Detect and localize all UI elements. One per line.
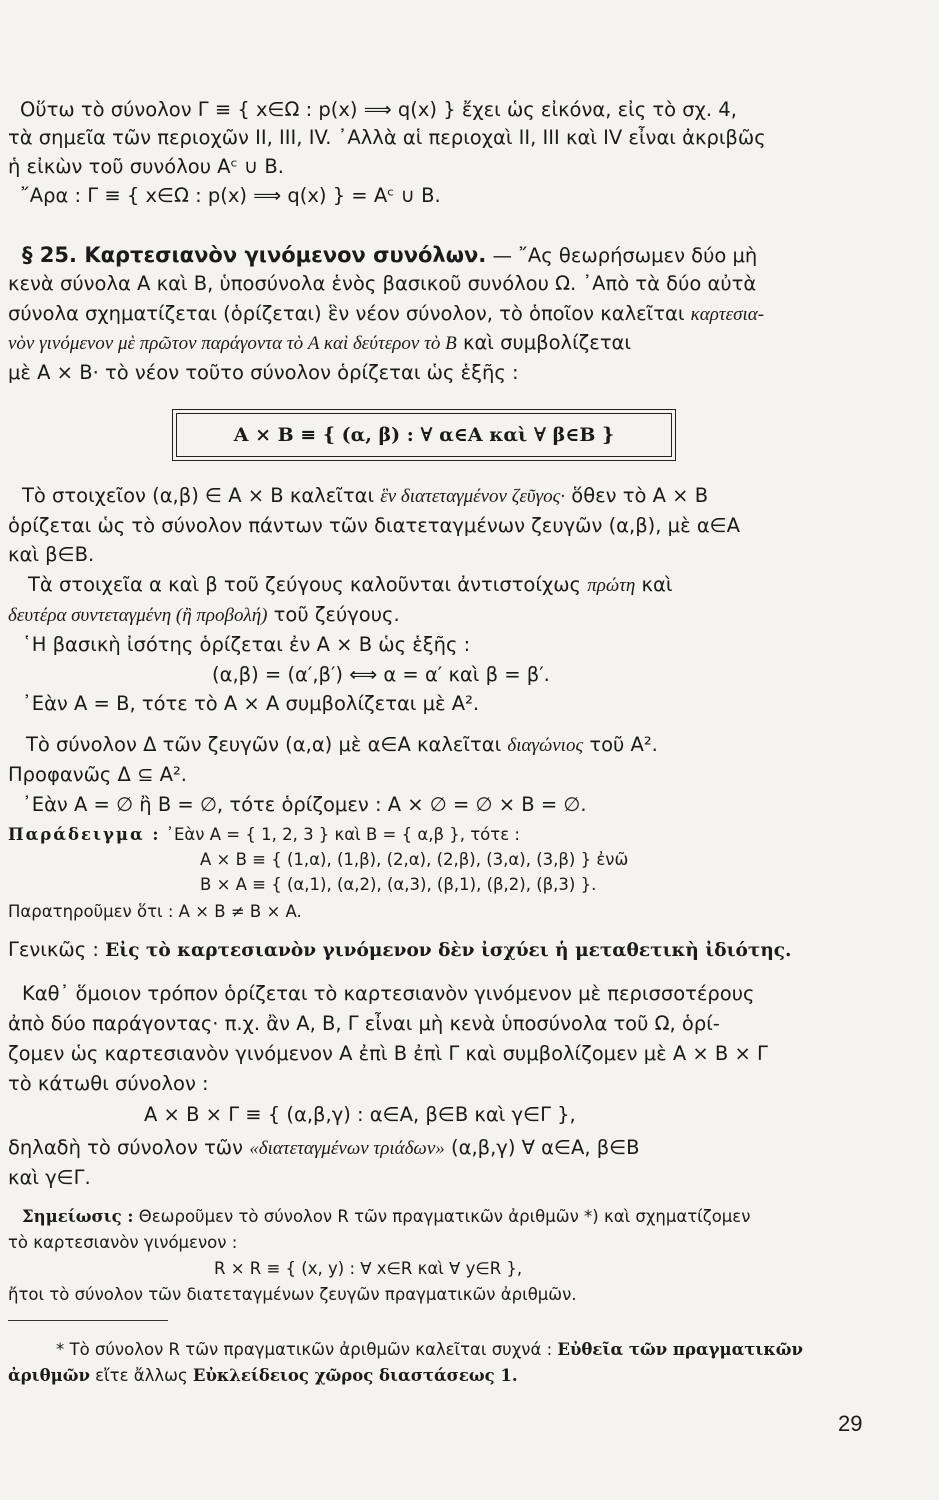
page-number: 29 (838, 1411, 863, 1436)
example-axb: A × B ≡ { (1,α), (1,β), (2,α), (2,β), (3,α), (3,β) } ἐνῶ (200, 850, 629, 869)
text-line-15: δευτέρα συντεταγμένη (ἢ προβολή) τοῦ ζεύγους. (8, 603, 400, 626)
text-line-8: νὸν γινόμενον μὲ πρῶτον παράγοντα τὸ A καὶ δεύτερον τὸ B καὶ συμβολίζεται (8, 331, 632, 354)
text-line-6: κενὰ σύνολα A καὶ B, ὑποσύνολα ἑνὸς βασικοῦ συνόλου Ω. ᾿Απὸ τὰ δύο αὐτὰ (8, 272, 757, 295)
note-line-1: Σημείωσις : Θεωροῦμεν τὸ σύνολον R τῶν πραγματικῶν ἀριθμῶν *) καὶ σχηματίζομεν (22, 1207, 751, 1226)
example-line: Παράδειγμα : ᾿Εὰν A = { 1, 2, 3 } καὶ B = { α,β }, τότε : (8, 825, 520, 844)
text-line-11: Τὸ στοιχεῖον (α,β) ∈ A × B καλεῖται ἓν διατεταγμένον ζεῦγος· ὅθεν τὸ A × B (22, 484, 709, 507)
text-line-32: δηλαδὴ τὸ σύνολον τῶν «διατεταγμένων τριάδων» (α,β,γ) ∀ α∈A, β∈B (8, 1136, 640, 1159)
text-line-20: Προφανῶς Δ ⊆ A². (8, 763, 187, 786)
text-line-18: ᾿Εὰν A = B, τότε τὸ A × A συμβολίζεται μὲ A². (22, 692, 480, 715)
example-label: Παράδειγμα : (8, 825, 161, 844)
footnote-divider (8, 1320, 168, 1321)
text-line-30: τὸ κάτωθι σύνολον : (8, 1072, 209, 1095)
non-commutative-statement: Εἰς τὸ καρτεσιανὸν γινόμενον δὲν ἰσχύει ἡ μεταθετικὴ ἰδιότης. (105, 940, 792, 961)
text-line-19: Τὸ σύνολον Δ τῶν ζευγῶν (α,α) μὲ α∈A καλεῖται διαγώνιος τοῦ A². (26, 733, 658, 756)
rxr-formula: R × R ≡ { (x, y) : ∀ x∈R καὶ ∀ y∈R }, (214, 1259, 523, 1278)
note-line-4: ἤτοι τὸ σύνολον τῶν διατεταγμένων ζευγῶν πραγματικῶν ἀριθμῶν. (8, 1285, 577, 1304)
text-line-16: ῾Η βασικὴ ἰσότης ὁρίζεται ἐν A × B ὡς ἑξῆς : (22, 633, 471, 656)
example-observation: Παρατηροῦμεν ὅτι : A × B ≠ B × A. (8, 902, 302, 921)
note-line-2: τὸ καρτεσιανὸν γινόμενον : (8, 1233, 238, 1252)
section-heading: § 25. Καρτεσιανὸν γινόμενον συνόλων. (22, 243, 487, 267)
text-line-14: Τὰ στοιχεῖα α καὶ β τοῦ ζεύγους καλοῦνται ἀντιστοίχως πρώτη καὶ (28, 573, 673, 596)
text-line-13: καὶ β∈B. (8, 543, 95, 566)
text-line-3: ἡ εἰκὼν τοῦ συνόλου Aᶜ ∪ B. (8, 155, 284, 178)
text-line-9: μὲ A × B· τὸ νέον τοῦτο σύνολον ὁρίζεται ὡς ἑξῆς : (8, 361, 519, 384)
cartesian-product-definition: A × B ≡ { (α, β) : ∀ α∈A καὶ ∀ β∈B } (233, 424, 615, 446)
note-label: Σημείωσις : (22, 1207, 134, 1226)
text-line-28: ἀπὸ δύο παράγοντας· π.χ. ἂν A, B, Γ εἶναι μὴ κενὰ ὑποσύνολα τοῦ Ω, ὁρί- (8, 1012, 720, 1035)
text-line-7: σύνολα σχηματίζεται (ὁρίζεται) ἓν νέον σύνολον, τὸ ὁποῖον καλεῖται καρτεσια- (8, 302, 765, 325)
text-line-21: ᾿Εὰν A = ∅ ἢ B = ∅, τότε ὁρίζομεν : A × ∅ = ∅ × B = ∅. (22, 793, 587, 816)
footnote-line-1: * Τὸ σύνολον R τῶν πραγματικῶν ἀριθμῶν καλεῖται συχνά : Εὐθεῖα τῶν πραγματικῶν (56, 1340, 803, 1359)
text-line-26: Γενικῶς : Εἰς τὸ καρτεσιανὸν γινόμενον δὲν ἰσχύει ἡ μεταθετικὴ ἰδιότης. (8, 938, 792, 961)
text-line-29: ζομεν ὡς καρτεσιανὸν γινόμενον A ἐπὶ B ἐπὶ Γ καὶ συμβολίζομεν μὲ A × B × Γ (8, 1042, 768, 1065)
definition-box (176, 413, 672, 457)
text-line-1: Οὕτω τὸ σύνολον Γ ≡ { x∈Ω : p(x) ⟹ q(x) } ἔχει ὡς εἰκόνα, εἰς τὸ σχ. 4, (20, 98, 737, 121)
text-line-12: ὁρίζεται ὡς τὸ σύνολον πάντων τῶν διατεταγμένων ζευγῶν (α,β), μὲ α∈A (8, 514, 741, 537)
text-line-27: Καθ᾿ ὅμοιον τρόπον ὁρίζεται τὸ καρτεσιανὸν γινόμενον μὲ περισσοτέρους (22, 982, 755, 1005)
text-line-2: τὰ σημεῖα τῶν περιοχῶν II, III, IV. ᾿Αλλὰ αἱ περιοχαὶ II, III καὶ IV εἶναι ἀκριβῶς (8, 126, 766, 149)
footnote-line-2: ἀριθμῶν εἴτε ἄλλως Εὐκλείδειος χῶρος διαστάσεως 1. (8, 1366, 518, 1385)
equality-formula: (α,β) = (α′,β′) ⟺ α = α′ καὶ β = β′. (212, 663, 550, 686)
text-line-4: ῎Αρα : Γ ≡ { x∈Ω : p(x) ⟹ q(x) } = Aᶜ ∪ B. (20, 184, 441, 207)
section-25-heading-line: § 25. Καρτεσιανὸν γινόμενον συνόλων. — ῎Ας θεωρήσωμεν δύο μὴ (22, 243, 758, 267)
triple-product-formula: A × B × Γ ≡ { (α,β,γ) : α∈A, β∈B καὶ γ∈Γ }, (144, 1103, 576, 1126)
text-line-33: καὶ γ∈Γ. (8, 1166, 91, 1189)
example-bxa: B × A ≡ { (α,1), (α,2), (α,3), (β,1), (β,2), (β,3) }. (200, 875, 597, 894)
